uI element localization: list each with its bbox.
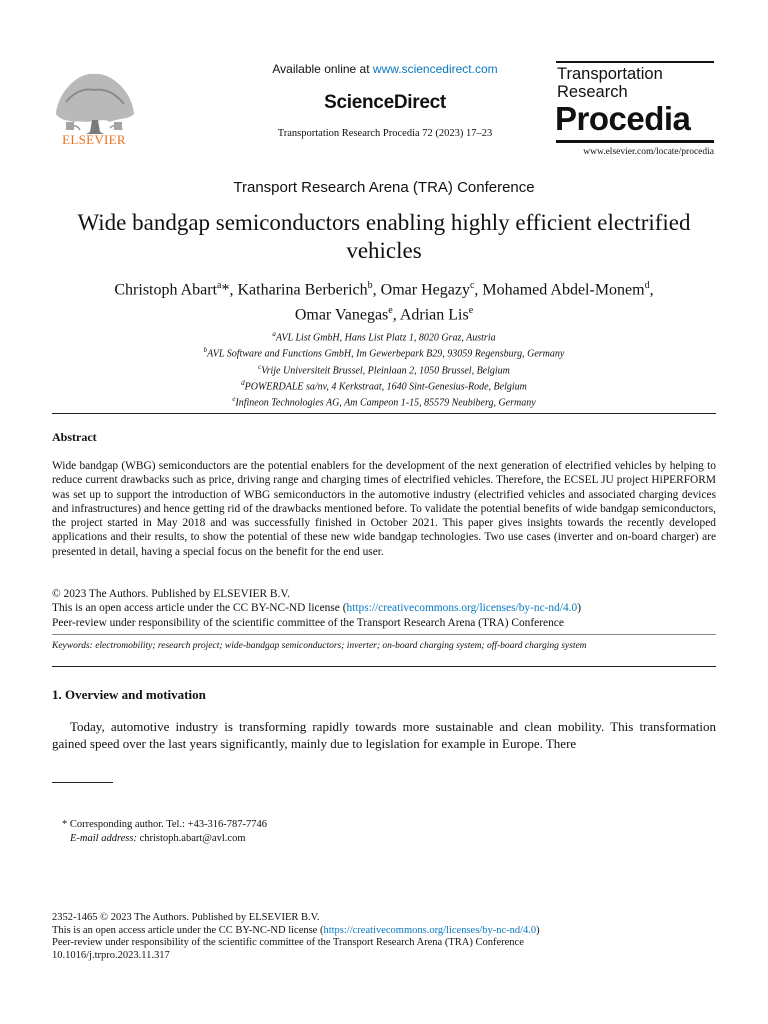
section-body: Today, automotive industry is transforming rapidly towards more sustainable and clean mobility. This transformation gained speed over the last years significantly, mainly due to legislation for example in Europe. There bbox=[52, 719, 716, 751]
license-line bbox=[52, 601, 716, 615]
abstract-heading: Abstract bbox=[52, 430, 97, 444]
keywords-text: electromobility; research project; wide-bandgap semiconductors; inverter; on-board charging system; off-board charging system bbox=[92, 641, 587, 651]
author-affiliation-mark: a bbox=[217, 280, 222, 291]
affiliation-text: AVL List GmbH, Hans List Platz 1, 8020 Graz, Austria bbox=[275, 332, 496, 344]
footer-license-link[interactable]: https://creativecommons.org/licenses/by-nc-nd/4.0 bbox=[323, 924, 537, 936]
affiliation-mark: c bbox=[258, 362, 262, 371]
journal-logo-line2: Research bbox=[557, 83, 628, 101]
corresponding-author: * Corresponding author. Tel.: +43-316-787-7746 bbox=[62, 819, 268, 830]
author-name: Katharina Berberich bbox=[237, 281, 368, 299]
author-name: Adrian Lis bbox=[399, 306, 469, 324]
keywords-label: Keywords: bbox=[52, 641, 93, 651]
footer-license bbox=[52, 925, 540, 938]
affiliation-mark: a bbox=[272, 330, 276, 338]
affiliation-text: POWERDALE sa/nv, 4 Kerkstraat, 1640 Sint-Genesius-Rode, Belgium bbox=[244, 381, 527, 393]
author-affiliation-mark: e bbox=[468, 305, 474, 317]
footer-doi[interactable]: 10.1016/j.trpro.2023.11.317 bbox=[52, 949, 170, 961]
license-block bbox=[52, 587, 716, 630]
affiliation-mark: e bbox=[232, 395, 236, 404]
footer-issn: 2352-1465 © 2023 The Authors. Published by ELSEVIER B.V. bbox=[52, 912, 320, 923]
footer-license-prefix: This is an open access article under the CC BY-NC-ND license ( bbox=[52, 924, 324, 936]
section-heading: 1. Overview and motivation bbox=[52, 687, 206, 702]
conference-name: Transport Research Arena (TRA) Conference bbox=[233, 179, 535, 196]
paper-title: Wide bandgap semiconductors enabling highly efficient electrified vehicles bbox=[77, 210, 691, 263]
email-label: E-mail address: bbox=[70, 833, 137, 844]
footer-license-suffix: ) bbox=[536, 924, 540, 936]
footnote-rule bbox=[52, 782, 113, 783]
journal-url[interactable]: www.elsevier.com/locate/procedia bbox=[583, 147, 714, 157]
abstract-text: Wide bandgap (WBG) semiconductors are the potential enablers for the development of the next generation of electrified vehicles by helping to reduce current drawbacks such as price, driving range and charging times of electrified vehicles. Therefore, the ECSEL JU project HiPERFORM was set up to support the introduction of WBG semiconductors in the automotive industry (electrified vehicles and associated charging devices and infrastructures) and hence getting rid of the drawbacks mentioned before. To validate the potential benefits of wide bandgap semiconductors, the project started in May 2018 and was successfully finished in October 2021. This paper gives insights towards the recently developed applications and their results, to show the potential of these new wide bandgap technologies. Two use cases (inverter and on-board charger) are presented in detail, having a special focus on the benefit for the end user. bbox=[52, 460, 716, 558]
journal-logo-top-rule bbox=[556, 61, 714, 63]
author-list: Christoph Abart$^a$*, Katharina Berberich$^b$, Omar Hegazy$^c$, Mohamed Abdel-Monem$^d$, Omar Vanegas$^e$, Adrian Lis$^e$ bbox=[114, 280, 654, 324]
affiliation-line bbox=[60, 344, 708, 360]
affiliation-line bbox=[60, 393, 708, 409]
journal-logo-line3: Procedia bbox=[555, 100, 691, 137]
available-online-line bbox=[170, 62, 600, 76]
affiliation-list bbox=[60, 328, 708, 410]
author-affiliation-mark: d bbox=[644, 280, 650, 291]
license-suffix: ) bbox=[577, 602, 582, 615]
peer-review-line: Peer-review under responsibility of the scientific committee of the Transport Research Arena (TRA) Conference bbox=[52, 616, 564, 629]
copyright-line: © 2023 The Authors. Published by ELSEVIER B.V. bbox=[52, 588, 290, 600]
keywords-bottom-rule bbox=[52, 666, 716, 667]
affiliation-text: AVL Software and Functions GmbH, Im Gewerbepark B29, 93059 Regensburg, Germany bbox=[207, 348, 565, 360]
keywords-top-rule bbox=[52, 634, 716, 635]
author-affiliation-mark: e bbox=[388, 305, 393, 317]
platform-name: ScienceDirect bbox=[324, 92, 446, 113]
license-link[interactable]: https://creativecommons.org/licenses/by-nc-nd/4.0 bbox=[346, 602, 578, 615]
author-name: Mohamed Abdel-Monem bbox=[482, 281, 645, 299]
journal-reference: Transportation Research Procedia 72 (2023) 17–23 bbox=[277, 128, 493, 139]
journal-logo-bottom-rule bbox=[556, 140, 714, 143]
affiliation-text: Infineon Technologies AG, Am Campeon 1-15, 85579 Neubiberg, Germany bbox=[235, 397, 536, 409]
author-name: Omar Vanegas bbox=[294, 306, 389, 324]
abstract-top-rule bbox=[52, 413, 716, 414]
email-address[interactable]: christoph.abart@avl.com bbox=[136, 833, 246, 844]
affiliation-text: Vrije Universiteit Brussel, Pleinlaan 2, 1050 Brussel, Belgium bbox=[261, 364, 510, 376]
affiliation-mark: b bbox=[203, 346, 208, 355]
affiliation-line bbox=[60, 377, 708, 393]
email-line bbox=[62, 832, 267, 846]
keywords-line bbox=[52, 641, 716, 651]
license-prefix: This is an open access article under the CC BY-NC-ND license ( bbox=[52, 602, 347, 615]
footer-peer-review: Peer-review under responsibility of the scientific committee of the Transport Research Arena (TRA) Conference bbox=[52, 937, 524, 948]
corresponding-mark: * bbox=[221, 281, 230, 299]
affiliation-mark: d bbox=[241, 378, 245, 387]
author-name: Omar Hegazy bbox=[380, 281, 470, 299]
publisher-wordmark: ELSEVIER bbox=[62, 132, 126, 147]
author-affiliation-mark: c bbox=[469, 280, 475, 291]
journal-logo-line1: Transportation bbox=[557, 65, 663, 83]
author-affiliation-mark: b bbox=[367, 280, 373, 291]
author-name: Christoph Abart bbox=[114, 281, 218, 299]
available-prefix: Available online at bbox=[272, 62, 373, 76]
affiliation-line bbox=[60, 361, 708, 377]
sciencedirect-link[interactable]: www.sciencedirect.com bbox=[372, 62, 498, 76]
page-footer bbox=[52, 912, 540, 962]
affiliation-line bbox=[60, 328, 708, 344]
footnote bbox=[62, 818, 267, 846]
